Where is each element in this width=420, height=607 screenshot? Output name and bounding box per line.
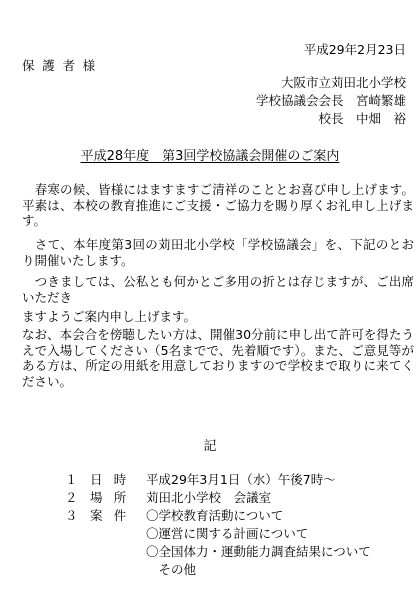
document-title xyxy=(0,149,420,165)
item-value: 〇学校教育活動について xyxy=(146,508,284,523)
sender-school: 大阪市立苅田北小学校 xyxy=(280,75,406,90)
item-number: １ xyxy=(65,472,78,487)
agenda-item: 〇運営に関する計画について xyxy=(146,526,309,541)
item-label: 日時 xyxy=(90,472,138,487)
item-label: 案件 xyxy=(90,508,138,523)
paragraph-announcement: さて、本年度第3回の苅田北小学校「学校協議会」を、下記のとおり開催いたします。 xyxy=(22,237,414,268)
document-title-text: 平成28年度 第3回学校協議会開催のご案内 xyxy=(80,149,340,164)
sender-principal: 校長 中畑 裕 xyxy=(318,111,406,126)
item-value: 苅田北小学校 会議室 xyxy=(146,490,272,505)
paragraph-request: つきましては、公私とも何かとご多用の折とは存じますが、ご出席いただき xyxy=(22,274,414,305)
ki-heading: 記 xyxy=(203,439,217,454)
agenda-item: その他 xyxy=(146,562,197,577)
item-number: ３ xyxy=(65,508,78,523)
paragraph-request-cont: ますようご案内申し上げます。 xyxy=(22,309,197,324)
item-number: ２ xyxy=(65,490,78,505)
sender-chair: 学校協議会会長 宮崎繁雄 xyxy=(255,93,406,108)
paragraph-greeting: 春寒の候、皆様にはますますご清祥のこととお喜び申し上げます。平素は、本校の教育推進にご支援・ご協力を賜り厚くお礼申し上げます。 xyxy=(22,182,414,228)
document-date: 平成29年2月23日 xyxy=(303,42,406,57)
recipient-line: 保 護 者 様 xyxy=(22,58,98,73)
item-label: 場所 xyxy=(90,490,138,505)
paragraph-observer-note: なお、本会合を傍聴したい方は、開催30分前に申し出て許可を得たうえで入場してください（5名までで、先着順です）。また、ご意見等がある方は、所定の用紙を用意しておりますので学校まで取りに来てください。 xyxy=(22,327,414,389)
item-value: 平成29年3月1日（水）午後7時～ xyxy=(146,472,336,487)
agenda-item: 〇全国体力・運動能力調査結果について xyxy=(146,544,371,559)
